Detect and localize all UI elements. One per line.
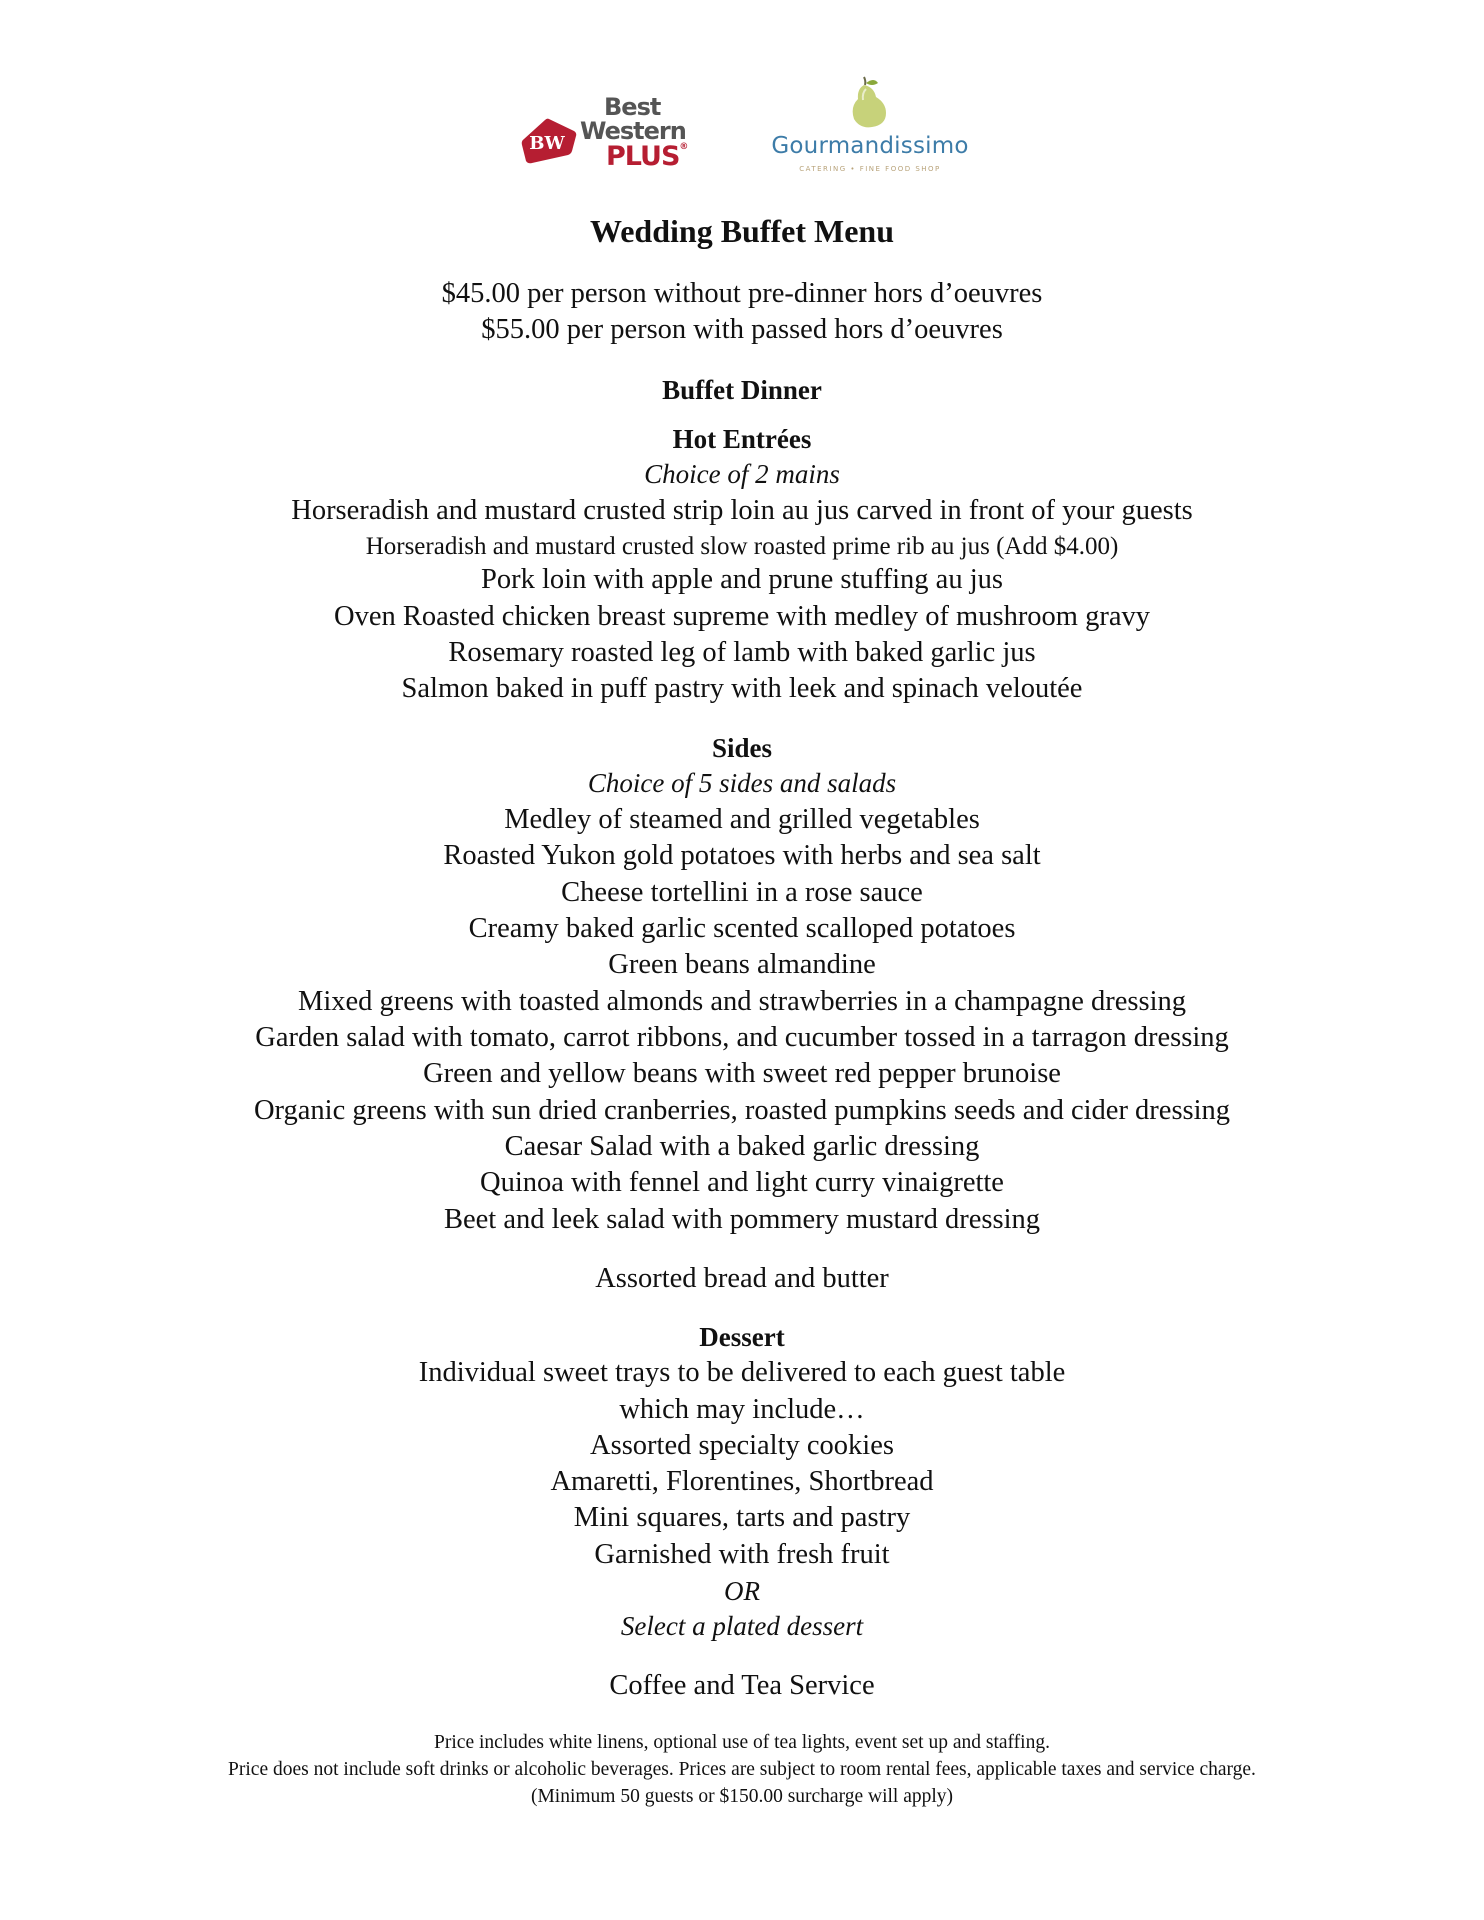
sides-heading: Sides [711,733,773,763]
dessert-alt: Select a plated dessert [620,1611,864,1641]
bw-best-text: Best [604,93,661,121]
footer-note: Price includes white linens, optional use of tea lights, event set up and staffing. [434,1732,1050,1753]
price-line: $55.00 per person with passed hors d’oeuvres [481,314,1003,345]
dessert-or: OR [724,1576,760,1606]
side-item: Organic greens with sun dried cranberries, roasted pumpkins seeds and cider dressing [253,1095,1231,1126]
footer-note: Price does not include soft drinks or alcoholic beverages. Prices are subject to room rental fees, applicable taxes and service charge. [228,1759,1256,1780]
bw-plus-text: PLUS® [606,141,688,172]
dessert-heading: Dessert [699,1322,785,1352]
dessert-line: Individual sweet trays to be delivered to each guest table [418,1357,1066,1388]
bw-western-text: Western [580,117,686,145]
entree-item: Horseradish and mustard crusted strip loin au jus carved in front of your guests [291,495,1193,526]
dessert-line: which may include… [619,1394,865,1425]
hot-entrees-note: Choice of 2 mains [644,459,840,489]
side-item: Green and yellow beans with sweet red pepper brunoise [423,1058,1061,1089]
side-item: Green beans almandine [608,949,876,980]
side-item: Roasted Yukon gold potatoes with herbs and sea salt [443,840,1041,871]
side-item: Caesar Salad with a baked garlic dressing [504,1131,980,1162]
footer-note: (Minimum 50 guests or $150.00 surcharge will apply) [530,1786,954,1807]
bread-line: Assorted bread and butter [595,1263,889,1294]
side-item: Beet and leek salad with pommery mustard dressing [444,1204,1040,1235]
page-title: Wedding Buffet Menu [589,213,895,249]
hot-entrees-heading: Hot Entrées [672,424,812,454]
side-item: Medley of steamed and grilled vegetables [504,804,980,835]
svg-text:BW: BW [529,133,565,154]
entree-item: Salmon baked in puff pastry with leek and spinach veloutée [401,673,1083,704]
entree-item: Oven Roasted chicken breast supreme with medley of mushroom gravy [334,601,1150,632]
logo-bar [0,75,1484,185]
coffee-line: Coffee and Tea Service [609,1670,875,1701]
side-item: Garden salad with tomato, carrot ribbons, and cucumber tossed in a tarragon dressing [255,1022,1229,1053]
side-item: Cheese tortellini in a rose sauce [561,877,923,908]
sides-note: Choice of 5 sides and salads [587,768,897,798]
price-line: $45.00 per person without pre-dinner hors d’oeuvres [441,278,1043,309]
entree-item: Rosemary roasted leg of lamb with baked garlic jus [448,637,1036,668]
entree-item: Horseradish and mustard crusted slow roasted prime rib au jus (Add $4.00) [365,533,1119,560]
dessert-line: Assorted specialty cookies [590,1430,894,1461]
gourmandissimo-name: Gourmandissimo [771,133,969,159]
gourmandissimo-tagline: CATERING • FINE FOOD SHOP [799,165,941,173]
buffet-heading: Buffet Dinner [662,375,822,405]
dessert-line: Garnished with fresh fruit [594,1539,890,1570]
best-western-plus-logo [520,95,690,175]
dessert-line: Amaretti, Florentines, Shortbread [550,1466,934,1497]
gourmandissimo-logo [770,75,970,185]
side-item: Quinoa with fennel and light curry vinaigrette [480,1167,1004,1198]
pear-icon [842,75,898,131]
dessert-line: Mini squares, tarts and pastry [573,1502,911,1533]
side-item: Creamy baked garlic scented scalloped potatoes [468,913,1016,944]
bw-badge-icon [520,117,578,165]
side-item: Mixed greens with toasted almonds and strawberries in a champagne dressing [297,986,1186,1017]
entree-item: Pork loin with apple and prune stuffing au jus [481,564,1003,595]
